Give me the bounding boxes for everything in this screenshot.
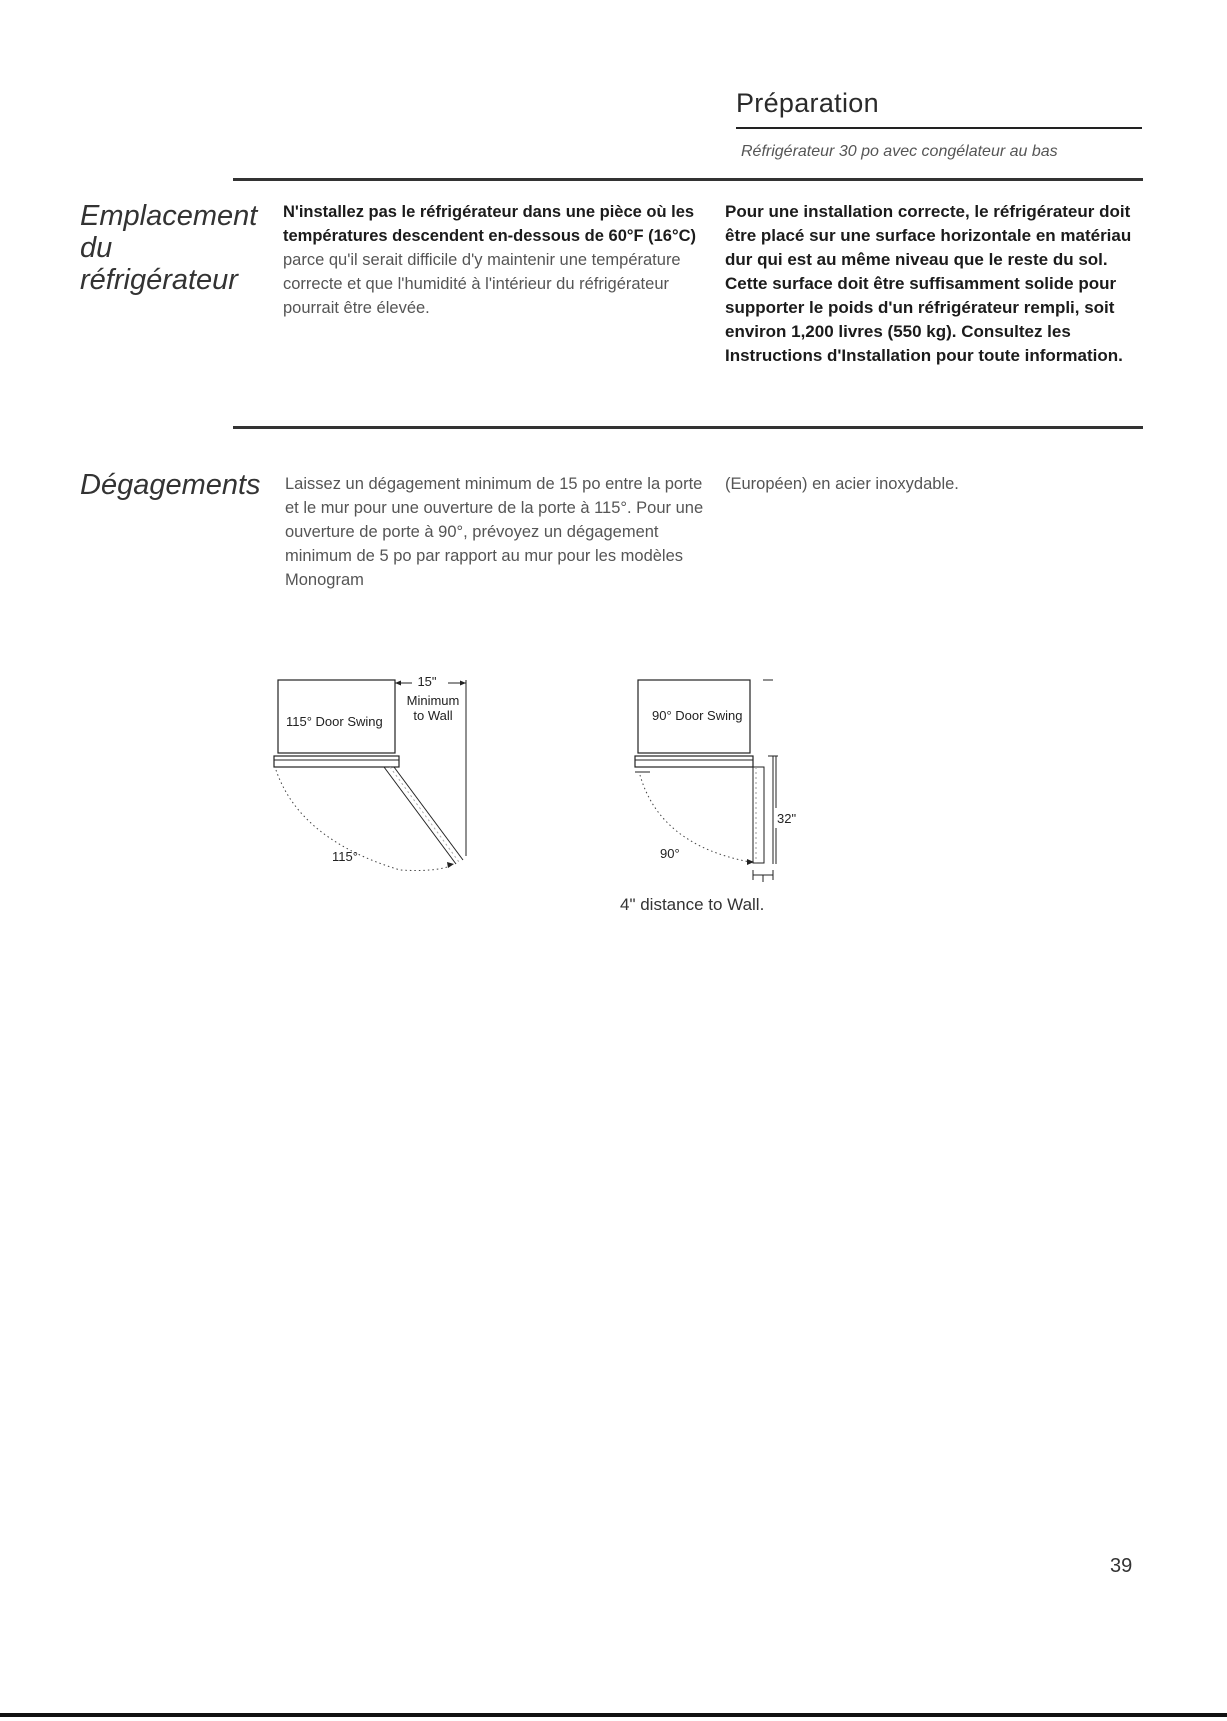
section-divider-clearances <box>233 426 1143 429</box>
page-subtitle: Réfrigérateur 30 po avec congélateur au bas <box>741 143 1058 160</box>
to-wall-label: to Wall <box>413 708 453 723</box>
heading-line-1: Emplacement <box>80 200 258 232</box>
section-divider-location <box>233 178 1143 181</box>
page-title: Préparation <box>736 88 879 118</box>
door-swing-90-label: 90° Door Swing <box>652 708 743 723</box>
door-swing-115-label: 115° Door Swing <box>286 714 383 729</box>
minimum-label: Minimum <box>406 693 460 708</box>
angle-label-90: 90° <box>660 846 680 861</box>
clearances-paragraph-2: (Européen) en acier inoxydable. <box>725 475 959 493</box>
swing-arc <box>640 775 750 862</box>
page-number: 39 <box>1110 1555 1133 1577</box>
section-heading-location <box>80 200 270 296</box>
dimension-label-15: 15" <box>417 674 437 689</box>
door-swing-90-diagram <box>620 660 810 900</box>
location-paragraph-2: Pour une installation correcte, le réfrigérateur doit être placé sur une surface horizontale en matériau dur qui est au même niveau que le reste du sol. Cette surface doit être suffisamment solide pour supporter le poids d'un réfrigérateur rempli, soit environ 1,200 livres (550 kg). Consultez les Instructions d'Installation pour toute information. <box>725 202 1132 365</box>
angle-label-115: 115° <box>332 849 358 864</box>
diagram-caption: 4" distance to Wall. <box>620 895 765 914</box>
refrigerator-door <box>274 756 399 767</box>
refrigerator-door <box>635 756 753 767</box>
location-explanation: parce qu'il serait difficile d'y maintenir une température correcte et que l'humidité à l'intérieur du réfrigérateur pourrait être élevée. <box>283 251 681 317</box>
dimension-label-32: 32" <box>777 811 797 826</box>
open-door-90 <box>753 767 764 863</box>
section-heading-clearances: Dégagements <box>80 469 261 501</box>
bottom-edge-line <box>0 1713 1227 1717</box>
heading-line-3: réfrigérateur <box>80 264 238 296</box>
door-swing-115-diagram <box>260 660 500 890</box>
header-divider <box>736 127 1142 129</box>
heading-line-2: du <box>80 232 113 264</box>
location-paragraph-1 <box>283 200 703 320</box>
clearances-paragraph-1: Laissez un dégagement minimum de 15 po entre la porte et le mur pour une ouverture de la porte à 115°. Pour une ouverture de porte à 90°, prévoyez un dégagement minimum de 5 po par rapport au mur pour les modèles Monogram <box>285 475 704 589</box>
location-warning: N'installez pas le réfrigérateur dans une pièce où les températures descendent en-dessous de 60°F (16°C) <box>283 203 696 245</box>
